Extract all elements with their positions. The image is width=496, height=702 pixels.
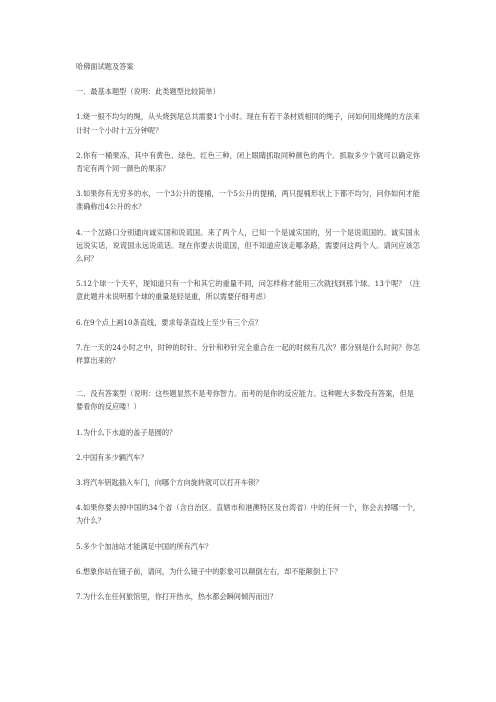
section-1-question-6: 6.在9个点上画10条直线，要求每条直线上至少有三个点？ xyxy=(76,317,262,327)
section-2-question-5: 5.多少个加油站才能满足中国的所有汽车？ xyxy=(76,541,213,551)
document-title: 哈佛面试题及答案 xyxy=(76,62,134,71)
section-1-heading: 一．最基本题型（说明：此类题型比较简单） xyxy=(76,87,220,97)
section-2-question-3: 3.将汽车钥匙插入车门，向哪个方向旋转就可以打开车锁？ xyxy=(76,478,263,488)
section-2-question-6: 6.想象你站在镜子前，请问，为什么镜子中的影象可以颠倒左右，却不能颠倒上下？ xyxy=(76,566,342,576)
section-2-question-4: 4.如果你要去掉中国的34个省（含自治区、直辖市和港澳特区及台湾省）中的任何一个，你会去掉哪一个，为什么？ xyxy=(76,503,420,526)
section-2-question-2: 2.中国有多少辆汽车？ xyxy=(76,452,148,462)
section-1-question-5: 5.12个球一个天平，现知道只有一个和其它的重量不同，问怎样称才能用三次就找到那个球。13个呢？（注意此题并未说明那个球的重量是轻是重，所以需要仔细考虑） xyxy=(76,279,420,302)
section-2-question-7: 7.为什么在任何旅馆里，你打开热水，热水都会瞬间倾泻而出？ xyxy=(76,592,277,602)
section-1-question-4: 4.一个岔路口分别通向诚实国和说谎国。来了两个人，已知一个是诚实国的，另一个是说谎国的。诚实国永远说实话，说谎国永远说谎话。现在你要去说谎国，但不知道应该走哪条路，需要问这两个人。请问应该怎么问？ xyxy=(76,227,420,264)
section-1-question-3: 3.如果你有无穷多的水，一个3公升的提桶，一个5公升的提桶，两只提桶形状上下都不均匀，问你如何才能准确称出4公升的水？ xyxy=(76,189,420,212)
section-1-question-1: 1.烧一根不均匀的绳，从头烧到尾总共需要1个小时。现在有若干条材质相同的绳子，问如何用烧绳的方法来计时一个小时十五分钟呢？ xyxy=(76,112,420,135)
section-2-question-1: 1.为什么下水道的盖子是圆的？ xyxy=(76,427,177,437)
section-1-question-7: 7.在一天的24小时之中，时钟的时针、分针和秒针完全重合在一起的时候有几次？都分别是什么时间？你怎样算出来的？ xyxy=(76,342,420,366)
document-content xyxy=(76,60,420,615)
section-1-question-2: 2.你有一桶果冻，其中有黄色、绿色、红色三种，闭上眼睛抓取同种颜色的两个。抓取多少个就可以确定你肯定有两个同一颜色的果冻？ xyxy=(76,150,420,174)
section-2-heading: 二．没有答案型（说明：这些题显然不是考你智力。而考的是你的反应能力。这种题大多数没有答案，但是要看你的反应喽！） xyxy=(76,389,414,412)
